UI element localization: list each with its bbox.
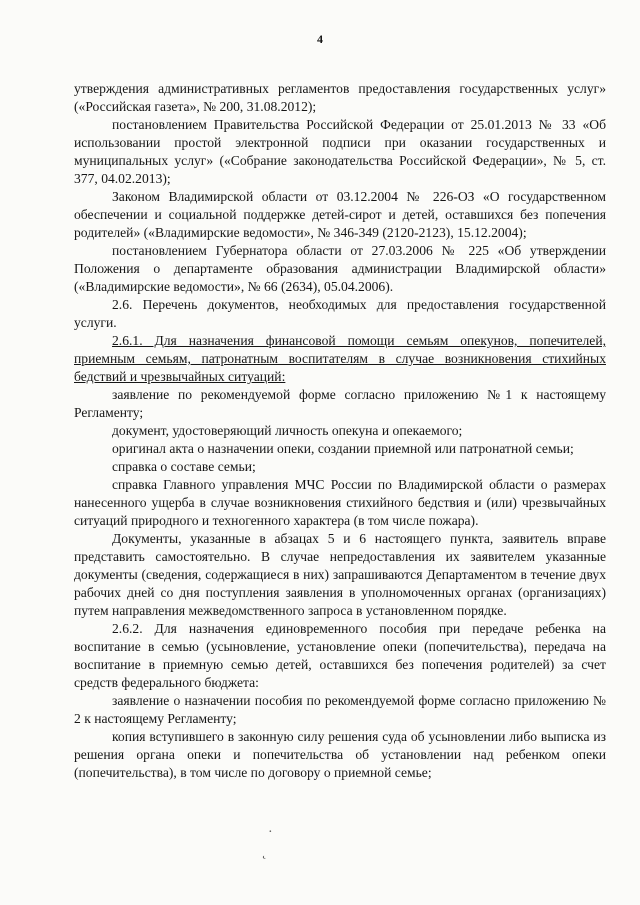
- paragraph-1: утверждения административных регламентов предоставления государственных услуг» («Российская газета», № 200, 31.08.2012);: [74, 81, 606, 114]
- list-item-identity-document: документ, удостоверяющий личность опекуна и опекаемого;: [112, 423, 463, 438]
- section-2-6-1-heading: 2.6.1. Для назначения финансовой помощи семьям опекунов, попечителей, приемным семьям, патронатным воспитателям в случае возникновения стихийных бедствий и чрезвычайных ситуаций:: [74, 333, 606, 384]
- paragraph-2: постановлением Правительства Российской Федерации от 25.01.2013 № 33 «Об использовании простой электронной подписи при оказании государственных и муниципальных услуг» («Собрание законодательства Российской Федерации», № 5, ст. 377, 04.02.2013);: [74, 117, 606, 186]
- list-item-application: заявление по рекомендуемой форме согласно приложению №1 к настоящему Регламенту;: [74, 387, 606, 420]
- page-number: 4: [317, 32, 323, 46]
- section-2-6-2-heading: 2.6.2. Для назначения единовременного пособия при передаче ребенка на воспитание в семью (усыновление, установление опеки (попечительства), передача на воспитание в приемную семью детей, оставшихся без попечения родителей) за счет средств федерального бюджета:: [74, 621, 606, 690]
- scan-mark-1: ·: [268, 825, 273, 840]
- paragraph-documents-note: Документы, указанные в абзацах 5 и 6 настоящего пункта, заявитель вправе представить самостоятельно. В случае непредоставления их заявителем указанные документы (сведения, содержащиеся в них) запрашиваются Департаментом в течение двух рабочих дней со дня поступления заявления в уполномоченных органах (организациях) путем направления межведомственного запроса в установленном порядке.: [74, 531, 606, 618]
- list-item-guardianship-act: оригинал акта о назначении опеки, создании приемной или патронатной семьи;: [112, 441, 574, 456]
- list-item-benefit-application: заявление о назначении пособия по рекомендуемой форме согласно приложению № 2 к настоящему Регламенту;: [74, 693, 606, 726]
- document-body: [74, 80, 606, 782]
- section-2-6-heading: 2.6. Перечень документов, необходимых для предоставления государственной услуги.: [74, 297, 606, 330]
- scan-mark-2: ˛: [262, 845, 267, 860]
- list-item-family-certificate: справка о составе семьи;: [112, 459, 256, 474]
- list-item-mchs-certificate: справка Главного управления МЧС России по Владимирской области о размерах нанесенного ущерба в случае возникновения стихийного бедствия и (или) чрезвычайных ситуаций природного и техногенного характера (в том числе пожара).: [74, 477, 606, 528]
- list-item-court-decision-copy: копия вступившего в законную силу решения суда об усыновлении либо выписка из решения органа опеки и попечительства об установлении над ребенком опеки (попечительства), в том числе по договору о приемной семье;: [74, 729, 606, 780]
- paragraph-4: постановлением Губернатора области от 27.03.2006 № 225 «Об утверждении Положения о департаменте образования администрации Владимирской области» («Владимирские ведомости», № 66 (2634), 05.04.2006).: [74, 243, 606, 294]
- paragraph-3: Законом Владимирской области от 03.12.2004 № 226-ОЗ «О государственном обеспечении и социальной поддержке детей-сирот и детей, оставшихся без попечения родителей» («Владимирские ведомости», № 346-349 (2120-2123), 15.12.2004);: [74, 189, 606, 240]
